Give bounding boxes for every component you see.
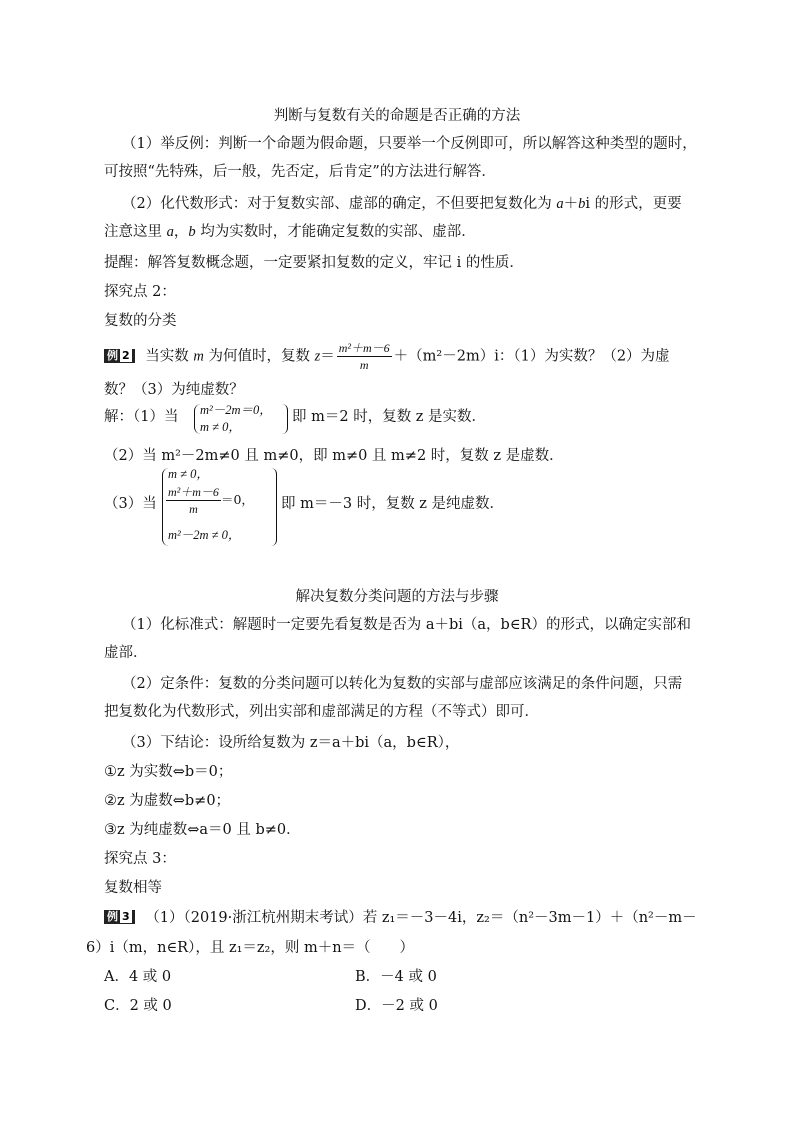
explore-point-3: 探究点 3： [104,851,176,867]
option-a[interactable]: A．4 或 0 [104,969,172,985]
conclusion-pure-imaginary: ③z 为纯虚数⇔a＝0 且 b≠0． [104,822,301,838]
step-2-line2: 把复数化为代数形式，列出实部和虚部满足的方程（不等式）即可． [104,704,539,720]
solution-1-condition-1: m²－2m＝0， [200,403,272,417]
fraction: $\frac{\text{m²＋m－6}}{m}$ [338,341,390,372]
right-bracket [282,404,288,434]
step-1-line1: （1）化标准式：解题时一定要先看复数是否为 a＋bi（a，b∈R）的形式，以确定实部和 [122,617,691,633]
paragraph-counterexample-line1: （1）举反例：判断一个命题为假命题，只要举一个反例即可，所以解答这种类型的题时， [122,136,697,152]
solution-1-conclusion: 即 m＝2 时，复数 z 是实数． [292,409,487,425]
heading-methods-judgment: 判断与复数有关的命题是否正确的方法 [273,108,521,124]
topic-equality: 复数相等 [104,880,162,896]
example-3-question-line2: 6）i（m，n∈R），且 z₁＝z₂，则 m＋n＝（ ） [86,940,415,956]
solution-2: （2）当 m²－2m≠0 且 m≠0，即 m≠0 且 m≠2 时，复数 z 是虚数． [104,448,564,464]
example-badge: 例 3 [104,910,135,924]
right-bracket [271,468,277,546]
heading-classification-methods: 解决复数分类问题的方法与步骤 [295,589,499,605]
solution-3-condition-2: $\frac{\text{m²＋m－6}}{m}$ ＝0， [168,485,254,516]
example-2-question-line2: 数？（3）为纯虚数？ [104,382,244,398]
solution-1-prefix: 解：（1）当 [104,409,179,425]
solution-1-condition-2: m ≠ 0， [200,420,241,434]
example-badge: 例 2 [104,349,135,363]
topic-classification: 复数的分类 [104,313,177,329]
paragraph-counterexample-line2: 可按照“先特殊，后一般，先否定，后肯定”的方法进行解答． [104,164,496,180]
step-1-line2: 虚部． [104,645,148,661]
option-c[interactable]: C．2 或 0 [104,998,172,1014]
example-3-question-line1: 例 3 （1）（2019·浙江杭州期末考试）若 z₁＝－3－4i，z₂＝（n²－3m－1）＋（n²－m－ [104,908,697,928]
paragraph-algebraic-form-line2: 注意这里 a，b 均为实数时，才能确定复数的实部、虚部． [104,224,476,240]
paragraph-algebraic-form-line1: （2）化代数形式：对于复数实部、虚部的确定，不但要把复数化为 a＋bi 的形式，更要 [122,196,682,212]
example-2-question-line1: 例 2 当实数 m 为何值时，复数 z＝ $\frac{\text{m²＋m－6}}{m}$ ＋（m²－2m）i：（1）为实数？（2）为虚 [104,340,670,373]
explore-point-2: 探究点 2： [104,284,176,300]
step-3-line1: （3）下结论：设所给复数为 z＝a＋bi（a，b∈R）， [122,735,460,751]
option-b[interactable]: B．－4 或 0 [355,969,437,985]
conclusion-real: ①z 为实数⇔b＝0； [104,764,233,780]
solution-3-conclusion: 即 m＝－3 时，复数 z 是纯虚数． [281,496,505,512]
solution-3-prefix: （3）当 [104,496,157,512]
reminder-note: 提醒：解答复数概念题，一定要紧扣复数的定义，牢记 i 的性质． [104,255,524,271]
solution-3-condition-3: m²－2m ≠ 0， [168,528,241,542]
step-2-line1: （2）定条件：复数的分类问题可以转化为复数的实部与虚部应该满足的条件问题，只需 [122,676,683,692]
solution-3-condition-1: m ≠ 0， [168,467,209,481]
option-d[interactable]: D．－2 或 0 [355,998,438,1014]
conclusion-imaginary: ②z 为虚数⇔b≠0； [104,793,231,809]
